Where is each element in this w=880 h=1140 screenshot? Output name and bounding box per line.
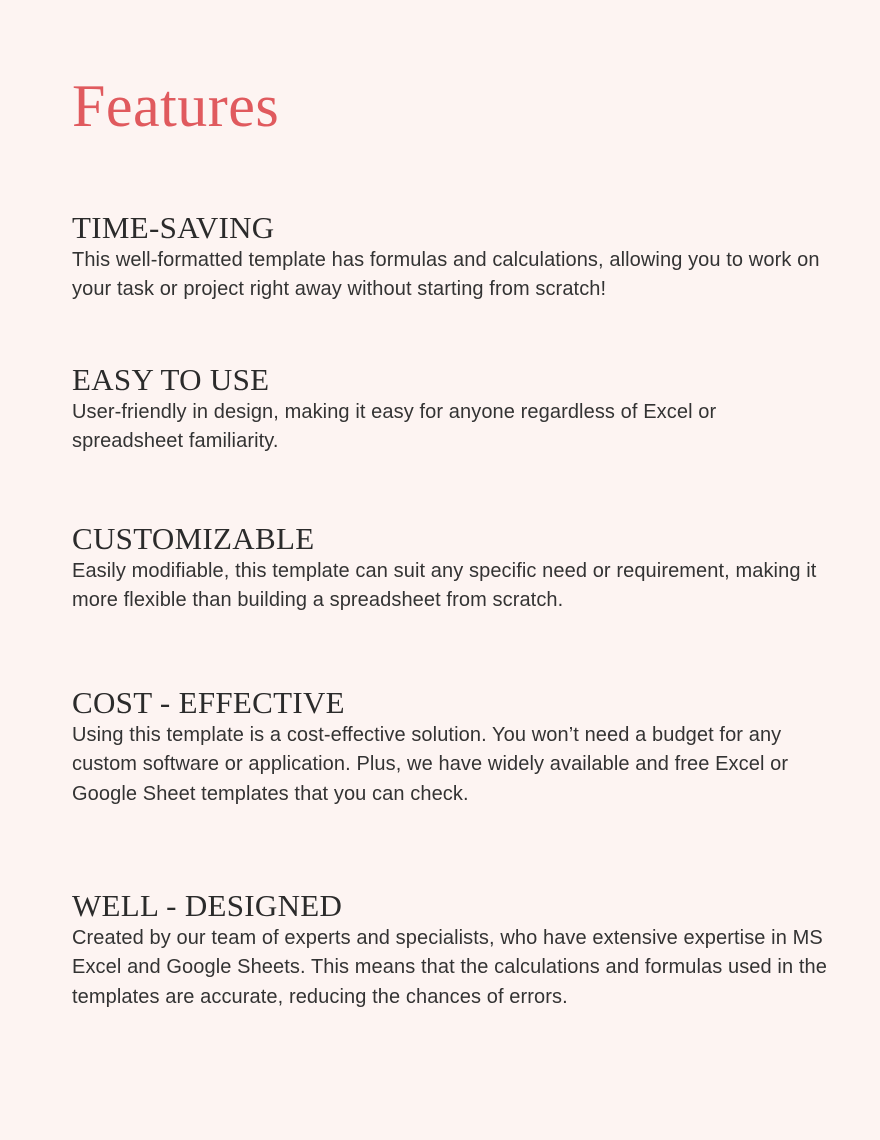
- feature-heading: WELL - DESIGNED: [72, 888, 343, 923]
- feature-cost-effective: [72, 685, 832, 809]
- feature-heading: TIME-SAVING: [72, 210, 275, 245]
- feature-heading: CUSTOMIZABLE: [72, 521, 315, 556]
- feature-heading: COST - EFFECTIVE: [72, 685, 345, 720]
- feature-description: User-friendly in design, making it easy for anyone regardless of Excel or spreadsheet familiarity.: [72, 401, 717, 453]
- feature-description: Easily modifiable, this template can suit any specific need or requirement, making it more flexible than building a spreadsheet from scratch.: [72, 560, 817, 612]
- feature-heading: EASY TO USE: [72, 362, 270, 397]
- page-title: Features: [72, 73, 280, 139]
- feature-description: Created by our team of experts and specialists, who have extensive expertise in MS Excel and Google Sheets. This means that the calculations and formulas used in the templates are accurate, reducing the chances of errors.: [72, 927, 827, 1008]
- feature-easy-to-use: [72, 362, 832, 457]
- feature-description: This well-formatted template has formulas and calculations, allowing you to work on your task or project right away without starting from scratch!: [72, 249, 820, 301]
- feature-description: Using this template is a cost-effective solution. You won’t need a budget for any custom software or application. Plus, we have widely available and free Excel or Google Sheet templates that you can check.: [72, 724, 789, 805]
- feature-well-designed: [72, 888, 832, 1012]
- feature-time-saving: [72, 210, 832, 305]
- feature-customizable: [72, 521, 832, 616]
